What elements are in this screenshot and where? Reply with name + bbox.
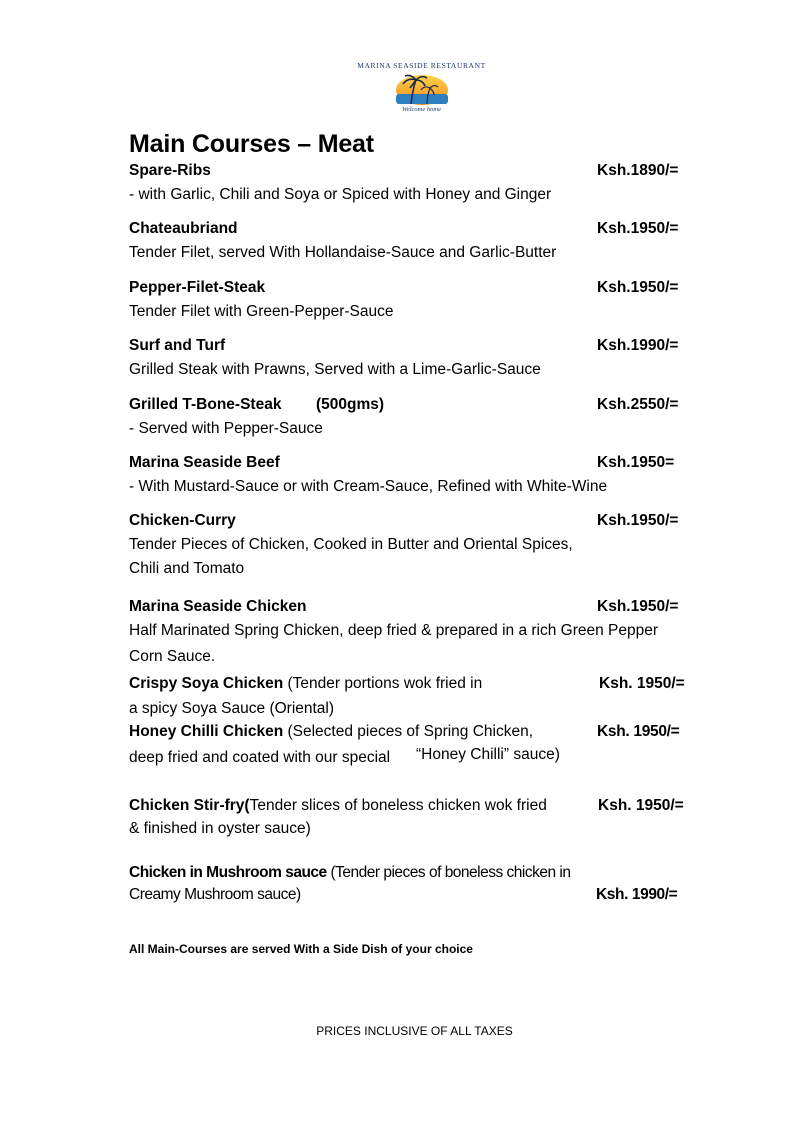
dish-entry bbox=[129, 797, 547, 815]
dish-description: - Served with Pepper-Sauce bbox=[129, 420, 323, 437]
page-title: Main Courses – Meat bbox=[129, 130, 374, 158]
dish-description: Half Marinated Spring Chicken, deep fried & prepared in a rich Green Pepper bbox=[129, 622, 659, 639]
dish-description: deep fried and coated with our special bbox=[129, 749, 391, 766]
dish-description: Tender Filet with Green-Pepper-Sauce bbox=[129, 303, 394, 320]
dish-name: Honey Chilli Chicken bbox=[129, 723, 284, 740]
side-dish-note: All Main-Courses are served With a Side Dish of your choice bbox=[129, 942, 473, 956]
dish-price: Ksh.1990/= bbox=[597, 337, 679, 354]
dish-description: Creamy Mushroom sauce) bbox=[129, 886, 301, 903]
dish-description: (Selected pieces of Spring Chicken, bbox=[287, 723, 534, 740]
dish-price: Ksh.1950= bbox=[597, 454, 675, 471]
dish-name: Surf and Turf bbox=[129, 337, 226, 354]
dish-description: Grilled Steak with Prawns, Served with a Lime-Garlic-Sauce bbox=[129, 361, 541, 378]
dish-description: (Tender portions wok fried in bbox=[287, 675, 483, 692]
dish-name: Chicken Stir-fry bbox=[129, 797, 245, 814]
dish-description: Tender slices of boneless chicken wok fried bbox=[249, 797, 547, 814]
dish-entry bbox=[129, 864, 570, 882]
dish-entry bbox=[129, 723, 533, 741]
dish-name: Marina Seaside Beef bbox=[129, 454, 280, 471]
dish-name: Pepper-Filet-Steak bbox=[129, 279, 266, 296]
dish-price: Ksh.1950/= bbox=[597, 279, 679, 296]
dish-name-paren: ( bbox=[244, 797, 250, 814]
dish-description: Chili and Tomato bbox=[129, 560, 245, 577]
dish-name: Chicken in Mushroom sauce bbox=[129, 864, 327, 881]
dish-price: Ksh.1950/= bbox=[597, 512, 679, 529]
dish-name: Marina Seaside Chicken bbox=[129, 598, 307, 615]
dish-description: “Honey Chilli” sauce) bbox=[416, 746, 560, 763]
dish-price: Ksh. 1950/= bbox=[599, 675, 685, 692]
dish-description: Corn Sauce. bbox=[129, 648, 216, 665]
dish-description: Tender Filet, served With Hollandaise-Sauce and Garlic-Butter bbox=[129, 244, 557, 261]
dish-name: Chicken-Curry bbox=[129, 512, 236, 529]
dish-price: Ksh. 1950/= bbox=[597, 723, 680, 740]
dish-price: Ksh. 1990/= bbox=[596, 886, 678, 903]
dish-name: Grilled T-Bone-Steak bbox=[129, 396, 282, 413]
dish-description: - with Garlic, Chili and Soya or Spiced with Honey and Ginger bbox=[129, 186, 552, 203]
logo-title: MARINA SEASIDE RESTAURANT bbox=[357, 61, 486, 70]
footer-note: PRICES INCLUSIVE OF ALL TAXES bbox=[316, 1024, 513, 1038]
dish-name: Spare-Ribs bbox=[129, 162, 211, 179]
dish-entry bbox=[129, 675, 482, 693]
dish-description: (Tender pieces of boneless chicken in bbox=[330, 864, 571, 881]
dish-price: Ksh.1890/= bbox=[597, 162, 679, 179]
dish-price: Ksh.1950/= bbox=[597, 220, 679, 237]
dish-description: & finished in oyster sauce) bbox=[129, 820, 311, 837]
dish-name: Crispy Soya Chicken bbox=[129, 675, 284, 692]
dish-price: Ksh. 1950/= bbox=[598, 797, 684, 814]
dish-weight: (500gms) bbox=[316, 396, 385, 413]
dish-description: Tender Pieces of Chicken, Cooked in Butter and Oriental Spices, bbox=[129, 536, 573, 553]
dish-price: Ksh.1950/= bbox=[597, 598, 679, 615]
dish-description: a spicy Soya Sauce (Oriental) bbox=[129, 700, 335, 717]
dish-name: Chateaubriand bbox=[129, 220, 238, 237]
logo-tagline: Welcome home bbox=[402, 106, 441, 113]
dish-price: Ksh.2550/= bbox=[597, 396, 679, 413]
dish-description: - With Mustard-Sauce or with Cream-Sauce, Refined with White-Wine bbox=[129, 478, 608, 495]
